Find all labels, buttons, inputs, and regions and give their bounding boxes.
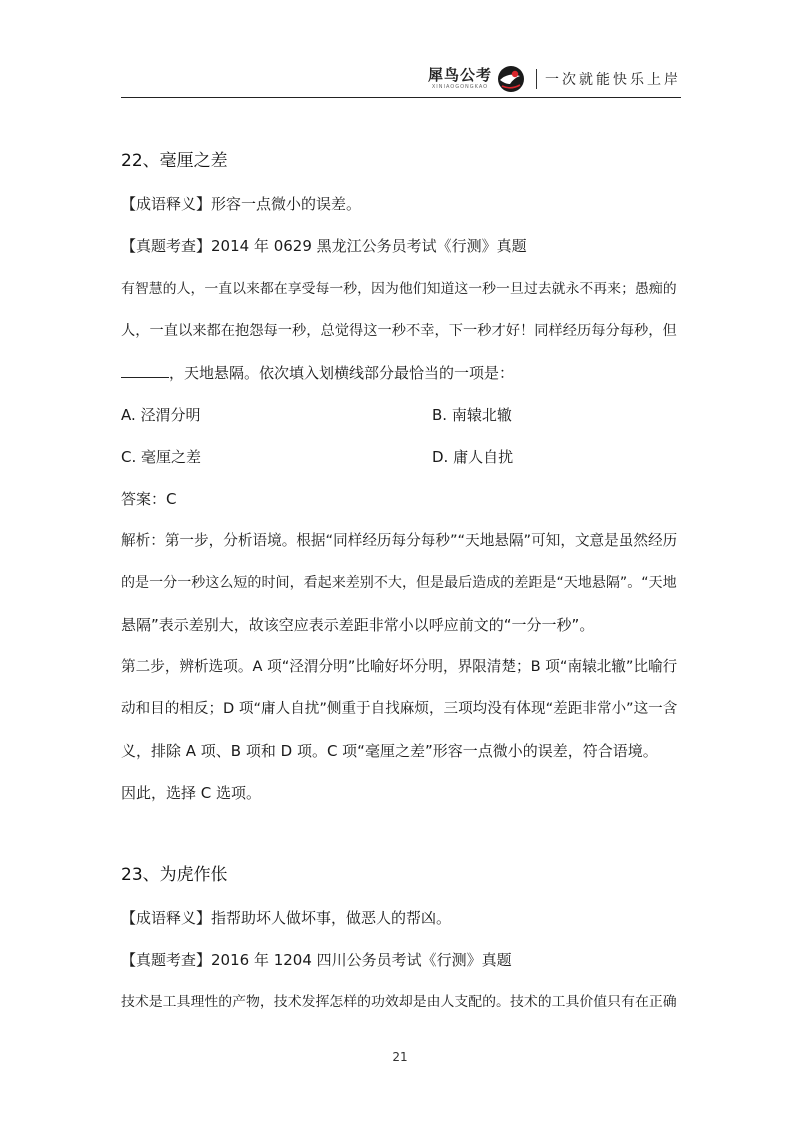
option-a: A. 泾渭分明	[121, 406, 201, 424]
conclusion-line: 因此，选择 C 选项。	[121, 784, 262, 802]
analysis-line: 义，排除 A 项、B 项和 D 项。C 项“毫厘之差”形容一点微小的误差，符合语境。	[121, 742, 658, 760]
fill-blank	[121, 363, 169, 378]
question-line: 技术是工具理性的产物，技术发挥怎样的功效却是由人支配的。技术的工具价值只有在正确	[121, 994, 677, 1010]
brand-pinyin: XINIAOGONGKAO	[431, 84, 489, 90]
slogan: 一次就能快乐上岸	[545, 72, 681, 88]
option-d: D. 庸人自扰	[432, 448, 514, 466]
analysis-line: 动和目的相反；D 项“庸人自扰”侧重于自找麻烦，三项均没有体现“差距非常小”这一含	[121, 700, 678, 717]
header-rule	[121, 97, 681, 98]
exam-source: 【真题考查】2016 年 1204 四川公务员考试《行测》真题	[121, 951, 512, 969]
brand-name	[428, 67, 492, 91]
answer: 答案：C	[121, 490, 177, 508]
option-b: B. 南辕北辙	[432, 406, 512, 424]
question-line: 人，一直以来都在抱怨每一秒，总觉得这一秒不幸，下一秒才好！同样经历每分每秒，但	[121, 323, 677, 339]
exam-source: 【真题考查】2014 年 0629 黑龙江公务员考试《行测》真题	[121, 237, 527, 255]
page-header	[121, 60, 681, 96]
hornbill-logo-icon	[496, 64, 526, 94]
analysis-line: 第二步，辨析选项。A 项“泾渭分明”比喻好坏分明，界限清楚；B 项“南辕北辙”比喻行	[121, 658, 678, 675]
question-line-with-blank	[121, 363, 514, 383]
page-number: 21	[392, 1050, 408, 1064]
analysis-line: 悬隔”表示差别大，故该空应表示差距非常小以呼应前文的“一分一秒”。	[121, 616, 595, 634]
header-divider	[536, 69, 537, 89]
idiom-meaning: 【成语释义】指帮助坏人做坏事，做恶人的帮凶。	[121, 909, 452, 927]
option-c: C. 毫厘之差	[121, 448, 202, 466]
brand-name-text: 犀鸟公考	[427, 66, 492, 84]
question-line: 有智慧的人，一直以来都在享受每一秒，因为他们知道这一秒一旦过去就永不再来；愚痴的	[121, 281, 677, 297]
idiom-meaning: 【成语释义】形容一点微小的误差。	[121, 195, 362, 213]
analysis-line: 解析：第一步，分析语境。根据“同样经历每分每秒”“天地悬隔”可知，文意是虽然经历	[121, 532, 678, 549]
section-title: 22、毫厘之差	[121, 151, 228, 171]
brand	[428, 62, 681, 96]
section-title: 23、为虎作伥	[121, 865, 228, 885]
analysis-line: 的是一分一秒这么短的时间，看起来差别不大，但是最后造成的差距是“天地悬隔”。“天地	[121, 575, 677, 591]
question-line-text: ，天地悬隔。依次填入划横线部分最恰当的一项是：	[169, 364, 515, 382]
